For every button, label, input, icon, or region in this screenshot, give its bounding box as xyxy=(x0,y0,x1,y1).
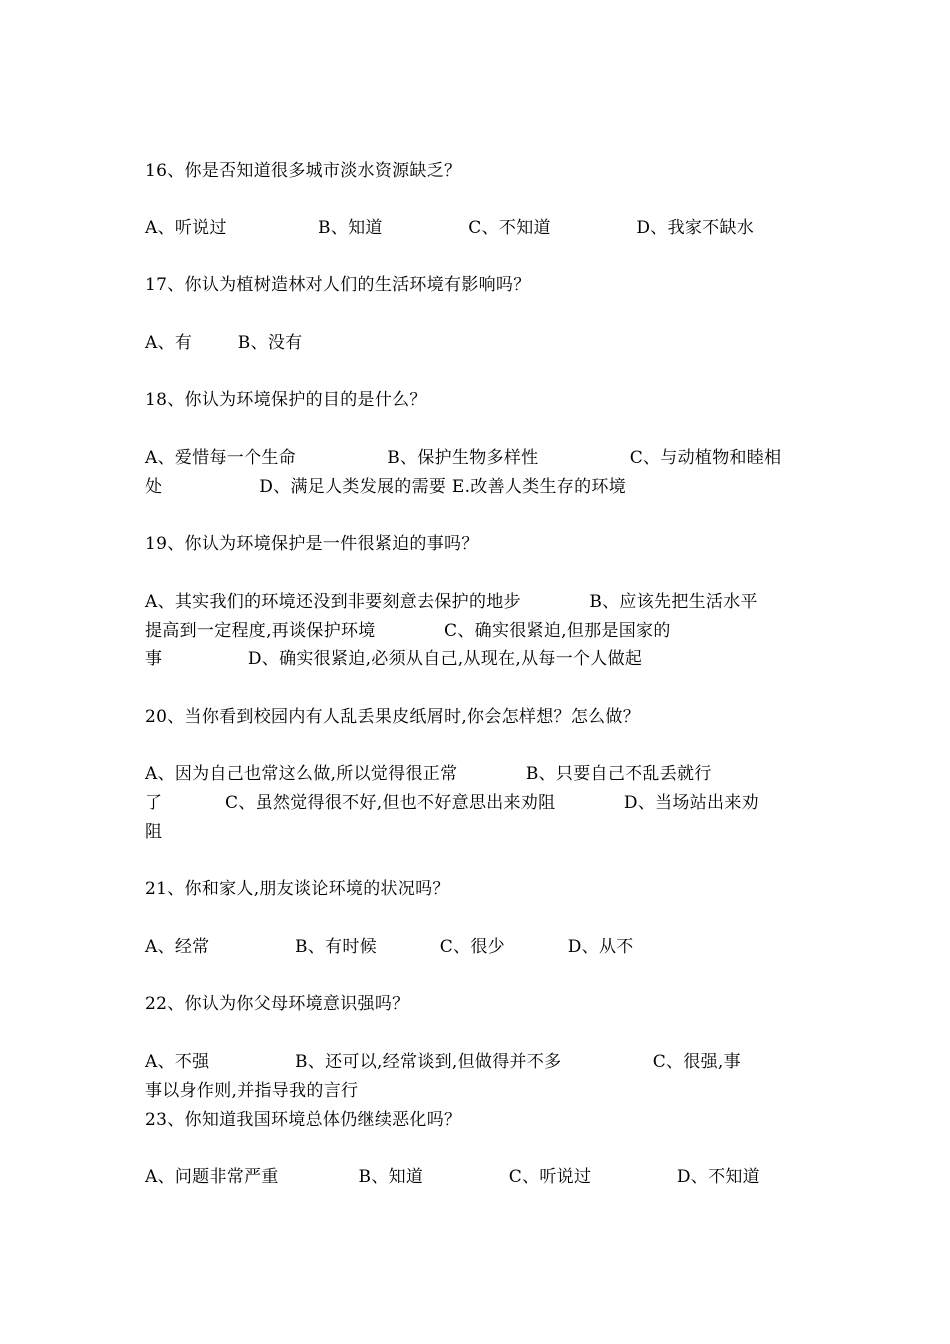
question-18-options-line-1: A、爱惜每一个生命 B、保护生物多样性 C、与动植物和睦相 xyxy=(145,448,782,468)
question-18-options-line-2: 处 D、满足人类发展的需要 E.改善人类生存的环境 xyxy=(145,477,627,497)
question-20-text: 20、当你看到校园内有人乱丢果皮纸屑时,你会怎样想？怎么做？ xyxy=(145,707,641,727)
question-16-text: 16、你是否知道很多城市淡水资源缺乏？ xyxy=(145,161,462,181)
question-23-text: 23、你知道我国环境总体仍继续恶化吗？ xyxy=(145,1110,462,1130)
question-20-options-line-1: A、因为自己也常这么做,所以觉得很正常 B、只要自己不乱丢就行 xyxy=(145,764,712,784)
question-22-options-line-1: A、不强 B、还可以,经常谈到,但做得并不多 C、很强,事 xyxy=(145,1052,741,1072)
question-21-options: A、经常 B、有时候 C、很少 D、从不 xyxy=(145,937,634,957)
question-19-options-line-1: A、其实我们的环境还没到非要刻意去保护的地步 B、应该先把生活水平 xyxy=(145,592,758,612)
question-22-options-line-2: 事以身作则,并指导我的言行 xyxy=(145,1081,359,1101)
question-20-options-line-2: 了 C、虽然觉得很不好,但也不好意思出来劝阻 D、当场站出来劝 xyxy=(145,793,759,813)
question-21-text: 21、你和家人,朋友谈论环境的状况吗？ xyxy=(145,879,450,899)
question-22-text: 22、你认为你父母环境意识强吗？ xyxy=(145,994,410,1014)
question-16-options: A、听说过 B、知道 C、不知道 D、我家不缺水 xyxy=(145,218,755,238)
question-17-text: 17、你认为植树造林对人们的生活环境有影响吗？ xyxy=(145,275,531,295)
question-18-text: 18、你认为环境保护的目的是什么？ xyxy=(145,390,427,410)
question-19-text: 19、你认为环境保护是一件很紧迫的事吗？ xyxy=(145,534,479,554)
question-19-options-line-3: 事 D、确实很紧迫,必须从自己,从现在,从每一个人做起 xyxy=(145,649,643,669)
question-23-options: A、问题非常严重 B、知道 C、听说过 D、不知道 xyxy=(145,1167,760,1187)
question-20-options-line-3: 阻 xyxy=(145,822,163,842)
question-19-options-line-2: 提高到一定程度,再谈保护环境 C、确实很紧迫,但那是国家的 xyxy=(145,621,671,641)
question-17-options: A、有 B、没有 xyxy=(145,333,303,353)
